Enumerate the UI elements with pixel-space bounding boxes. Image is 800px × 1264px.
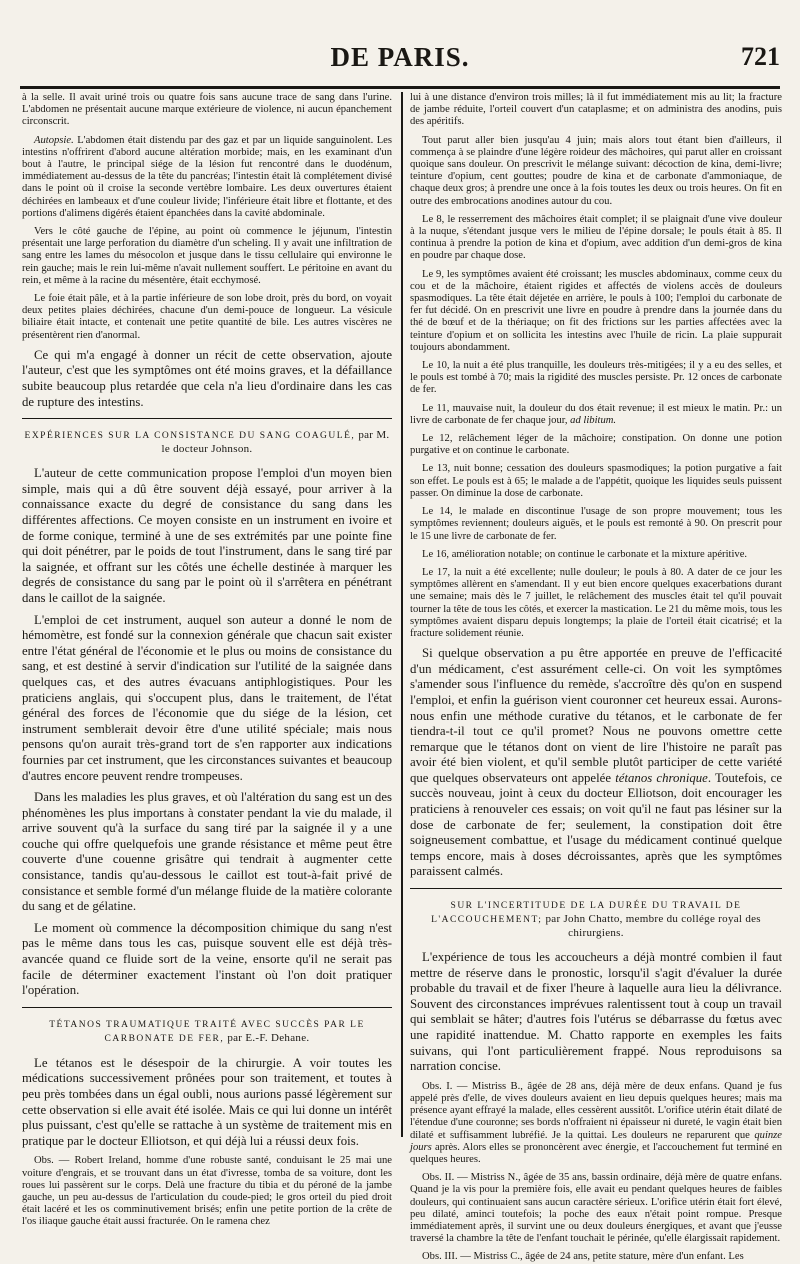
section-heading-author: par John Chatto, membre du collége royal des chirurgiens. [545, 913, 761, 940]
italic-text: tétanos chronique [615, 770, 708, 785]
italic-text: quinze jours [410, 1129, 783, 1153]
paragraph-text: . Toutefois, ce succès nouveau, joint à ceux du docteur Elliotson, doit encourager les praticiens à renouveler ces essais; on voit qu'il ne faut pas lésiner sur la dose de carbonate de fer; seulement, la constipation doit être soigneusement combattue, et l'usage du médicament continué quelque temps encore, mais à doses décroissantes, après que les symptômes paraissent calmés. [410, 770, 783, 879]
paragraph-text: après. Alors elles se prononcèrent avec énergie, et l'accouchement fut terminé en quelques heures. [410, 1141, 782, 1165]
paragraph: à la selle. Il avait uriné trois ou quatre fois sans aucune trace de sang dans l'urine. L'abdomen ne présentait aucune marque extérieure de violence, ni aucun épanchement circonscrit. [22, 92, 392, 128]
header-rule [20, 86, 780, 89]
section-heading-accouchement [410, 899, 782, 940]
paragraph: Le 16, amélioration notable; on continue le carbonate et la mixture apéritive. [422, 548, 748, 560]
column-divider [401, 92, 403, 1137]
paragraph-text: Obs. I. — Mistriss B., âgée de 28 ans, déjà mère de deux enfans. Quand je fus appelé près d'elle, de vives douleurs avaient en lieu depuis quelques heures; mais ma présence ayant effrayé la malade, elles cessèrent aussitôt. L'orifice utérin était dilaté de l'étendue d'une couronne; ses bords n'offraient ni épaisseur ni dureté, le vagin était bien dilaté et suffisamment lubréfié. Je la quittai. Les douleurs ne reparurent que [410, 1080, 782, 1141]
section-heading-johnson [22, 429, 392, 456]
page-title: DE PARIS. [330, 42, 470, 72]
section-separator [410, 888, 782, 889]
autopsie-label: Autopsie. [34, 134, 74, 146]
paragraph: Obs. II. — Mistriss N., âgée de 35 ans, bassin ordinaire, déjà mère de quatre enfans. Quand je la vis pour la première fois, elle avait eu pendant quelques heures de faibles douleurs, qui continuaient sans aucun caractère sérieux. L'orifice utérin était fort élevé, peu dilaté, aminci toutefois; la poche des eaux n'était point rompue. Presque immédiatement après, il survint une ou deux douleurs énergiques, et avant que j'eusse traversé la chambre la tête de l'enfant touchait le périnée, qu'elle élargissait rapidement. [410, 1172, 782, 1245]
paragraph: L'emploi de cet instrument, auquel son auteur a donné le nom de hémomètre, est fondé sur la connexion générale que chacun sait exister entre l'état général de l'économie et le plus ou moins de consistance du sang, et est destiné à servir d'indication sur l'utilité de la saignée dans quelques cas, et des autres évacuans antiphlogistiques. Pour les praticiens anglais, qui s'occupent plus, dans le traitement, de l'état général des forces de l'économie que du siége de la lésion, cet instrument semblerait devoir être d'une utilité spéciale; mais nous pensons qu'on aurait très-grand tort de s'en rapporter aux indications fournies par cet instrument, que les circonstances suivantes et beaucoup d'autres encore peuvent rendre trompeuses. [22, 612, 392, 783]
paragraph: Tout parut aller bien jusqu'au 4 juin; mais alors tout étant bien d'ailleurs, il commença à se plaindre d'une légère roideur des mâchoires, qui parut aller en croissant quoique sans douleur. On prescrivit le mélange suivant: décoction de kina, demi-livre; teinture d'opium, cent gouttes; poudre de kina et de carbonate d'ammoniaque, de chaque deux gros; à prendre une once à la fois toutes les deux ou trois heures. On fit en outre des embrocations anodines autour du cou. [410, 134, 782, 207]
paragraph: Le 9, les symptômes avaient été croissant; les muscles abdominaux, comme ceux du cou et de la mâchoire, étaient rigides et affectés de violens accès de douleurs spasmodiques. La tête était déjetée en arrière, le pouls à 100; l'emploi du carbonate de fer fut décidé. On en prescrivit une livre en poudre à prendre dans la journée dans du thé de bœuf et de la thériaque; on fit des frictions sur les parties affectées avec la teinture d'opium et on sollicita les intestins avec l'huile de ricin. La plaie suppurait toujours abondamment. [410, 268, 782, 353]
paragraph-text: L'abdomen était distendu par des gaz et par un liquide sanguinolent. Les intestins n'offrirent d'abord aucune altération morbide; mais, en les examinant d'un bout à l'autre, le principal siége de la lésion fut rencontré dans le duodénum, immédiatement au-dessus de la tête du pancréas; l'intestin était là complétement divisé dans le point où il croise la seconde vertèbre lombaire. Les deux ouvertures étaient déchirées en lambeaux et d'une couleur livide; l'inférieure était libre et flottante, et des portions d'alimens digérés étaient épanchées dans la cavité abdominale. [22, 134, 392, 219]
italic-text: ad libitum. [570, 414, 617, 426]
paragraph [410, 403, 782, 427]
paragraph: Dans les maladies les plus graves, et où l'altération du sang est un des phénomènes les plus importans à constater pendant la vie du malade, il arrive souvent qu'à la surface du sang tiré par la saignée il y a une couche qui offre quelquefois une grande résistance et même peut être couverte d'une couenne grisâtre qui tendrait à augmenter cette consistance, tandis qu'au-dessous le caillot est tout-à-fait privé de consistance et semble formé d'un mélange fluide de la matière colorante du sang et de gélatine. [22, 790, 392, 914]
section-separator [22, 418, 392, 419]
paragraph: L'expérience de tous les accoucheurs a déjà montré combien il faut mettre de réserve dans le pronostic, lorsqu'il s'agit d'évaluer la durée probable du travail et de fixer l'heure à laquelle aura lieu la délivrance. Souvent des circonstances imprévues ralentissent tout à coup un travail qui semblait se hâter; d'autres fois l'utérus se débarrasse du fœtus avec une rapidité inattendue. M. Chatto rapporte en exemples les faits suivans, qui l'ont particulièrement frappé. Nous reproduisons sa narration concise. [410, 950, 782, 1074]
paragraph: Le moment où commence la décomposition chimique du sang n'est pas le même dans tous les cas, puisque souvent elle est déjà très-avancée quand ce fluide sort de la veine, ensorte qu'il ne serait pas facile de déterminer exactement l'instant où l'on doit pratiquer l'opération. [22, 920, 392, 998]
section-heading-caps: TÉTANOS TRAUMATIQUE TRAITÉ AVEC SUCCÈS PAR LE CARBONATE DE FER, [49, 1019, 365, 1044]
section-heading-author: par M. le docteur Johnson. [161, 429, 390, 456]
section-heading-author: par E.-F. Dehane. [227, 1031, 310, 1044]
paragraph: Ce qui m'a engagé à donner un récit de cette observation, ajoute l'auteur, c'est que les symptômes ont été moins graves, et la défaillance subite beaucoup plus retardée que cela n'a lieu d'ordinaire dans les cas de rupture des intestins. [22, 347, 392, 409]
paragraph: Le foie était pâle, et à la partie inférieure de son lobe droit, près du bord, on voyait deux petites plaies déchirées, chacune d'un demi-pouce de longueur. La vésicule biliaire était intacte, et contenait une petite quantité de bile. Les autres viscères ne présentèrent rien d'anormal. [22, 293, 392, 341]
paragraph: lui à une distance d'environ trois milles; là il fut immédiatement mis au lit; la fracture de jambe réduite, l'orteil couvert d'un cataplasme; et on administra des anodins, puis des apéritifs. [410, 92, 782, 128]
paragraph: Le 8, le resserrement des mâchoires était complet; il se plaignait d'une vive douleur à la nuque, s'étendant jusque vers le milieu de l'épine dorsale; le pouls était à 85. Il continua à prendre la potion de kina et d'opium, avec addition d'un demi-gros de kina en poudre par chaque dose. [410, 213, 782, 262]
section-separator [22, 1007, 392, 1008]
paragraph: Le 13, nuit bonne; cessation des douleurs spasmodiques; la potion purgative a fait son effet. Le pouls est à 65; le malade a de l'appétit, quoique les liquides seuls puissent passer. On diminue la dose de carbonate. [410, 463, 782, 499]
section-heading-caps: SUR L'INCERTITUDE DE LA DURÉE DU TRAVAIL DE L'ACCOUCHEMENT; [431, 901, 742, 926]
paragraph: Le 12, relâchement léger de la mâchoire; constipation. On donne une potion purgative et on continue le carbonate. [410, 433, 782, 457]
paragraph [410, 646, 782, 880]
paragraph: Le tétanos est le désespoir de la chirurgie. A voir toutes les médications successivement prônées pour son traitement, et toutes à peu près tombées dans un égal oubli, nous aurions passé légèrement sur cette observation si elle avait été isolée. Mais ce qui lui donne un intérêt plus puissant, c'est qu'elle se rattache à un système de traitement mis en pratique par le docteur Elliotson, et qui déjà lui a réussi deux fois. [22, 1055, 392, 1148]
paragraph: Le 14, le malade en discontinue l'usage de son propre mouvement; tous les symptômes reviennent; douleurs aiguës, et le pouls est remonté à 90. On prescrit pour le 15 une livre de carbonate de fer. [410, 506, 782, 542]
paragraph-text: Le 11, mauvaise nuit, la douleur du dos était revenue; il est mieux le matin. Pr.: un livre de carbonate de fer chaque jour, [410, 402, 782, 426]
paragraph: Le 10, la nuit a été plus tranquille, les douleurs très-mitigées; il y a eu des selles, et le pouls est tombé à 70; mais la rigidité des muscles persiste. Pr. 12 onces de carbonate de fer. [410, 360, 782, 396]
section-heading-caps: EXPÉRIENCES SUR LA CONSISTANCE DU SANG COAGULÉ, [24, 431, 356, 442]
paragraph [410, 1081, 782, 1166]
right-column [410, 92, 783, 1263]
paragraph [22, 135, 392, 220]
paragraph-text: Si quelque observation a pu être apportée en preuve de l'efficacité d'un médicament, c'est assurément celle-ci. On voit les symptômes s'amender sous l'influence du remède, s'accroître dès qu'on en suspend l'emploi, et enfin la guérison vient couronner cet heureux essai. Aurons-nous enfin une méthode curative du tétanos, et le carbonate de fer tiendra-t-il tout ce qu'il promet? Nous ne pouvons omettre cette remarque que le tétanos dont on vient de lire l'histoire ne paraît pas avoir été bien violent, et qu'il semble plutôt participer de cette variété que quelques observateurs ont appelée [410, 646, 782, 785]
page-number: 721 [741, 42, 780, 71]
paragraph: Le 17, la nuit a été excellente; nulle douleur; le pouls à 80. A dater de ce jour les symptômes allèrent en s'amendant. Il y eut bien encore quelques exacerbations durant une semaine; mais dès le 7 juillet, le relâchement des muscles était tel qu'il pouvait tourner la tête de tous les côtés, et exercer la mastication. Le 21 du même mois, tous les symptômes avaient disparu depuis longtemps; la plaie de l'orteil était cicatrisé; et la fracture solidement réunie. [410, 566, 782, 639]
section-heading-tetanos [22, 1018, 392, 1046]
paragraph: Vers le côté gauche de l'épine, au point où commence le jéjunum, l'intestin présentait une large perforation du diamètre d'un scheling. Il y avait une infiltration de sang entre les lames du mésocolon et jusque dans le tissu cellulaire qui environne le rein gauche; mais le rein lui-même n'avait nullement souffert. Le péritoine en avant du rein, et même à la racine du mésentère, était ecchymosé. [22, 226, 392, 286]
paragraph: Obs. — Robert Ireland, homme d'une robuste santé, conduisant le 25 mai une voiture d'engrais, et se trouvant dans un état d'ivresse, tomba de sa voiture, dont les roues lui passèrent sur le corps. Delà une fracture du tibia et du péroné de la jambe gauche, un peu au-dessus de l'articulation du coude-pied; le gros orteil du pied droit était lacéré et les os comminutivement brisés; enfin une petite portion de la crête de l'os iliaque gauche était aussi fracturée. On le ramena chez [22, 1155, 392, 1228]
paragraph: L'auteur de cette communication propose l'emploi d'un moyen bien simple, mais qui a dû être souvent déjà essayé, pour arriver à la connaissance exacte du degré de consistance du sang dans les différentes affections. Ce moyen consiste en un instrument en ivoire et de forme conique, terminé à une de ses extrémités par une pointe fine qui doit pénétrer, par le poids de tout l'instrument, dans le sang tiré par la saignée, et offrant sur les côtés une échelle destinée à marquer les degrés de consistance du sang par le point où il s'arrêtera en pénétrant dans le caillot de la saignée. [22, 466, 392, 605]
left-column [22, 92, 392, 1228]
paragraph: Obs. III. — Mistriss C., âgée de 24 ans, petite stature, mère d'un enfant. Les [422, 1251, 744, 1263]
page-header [20, 38, 780, 78]
